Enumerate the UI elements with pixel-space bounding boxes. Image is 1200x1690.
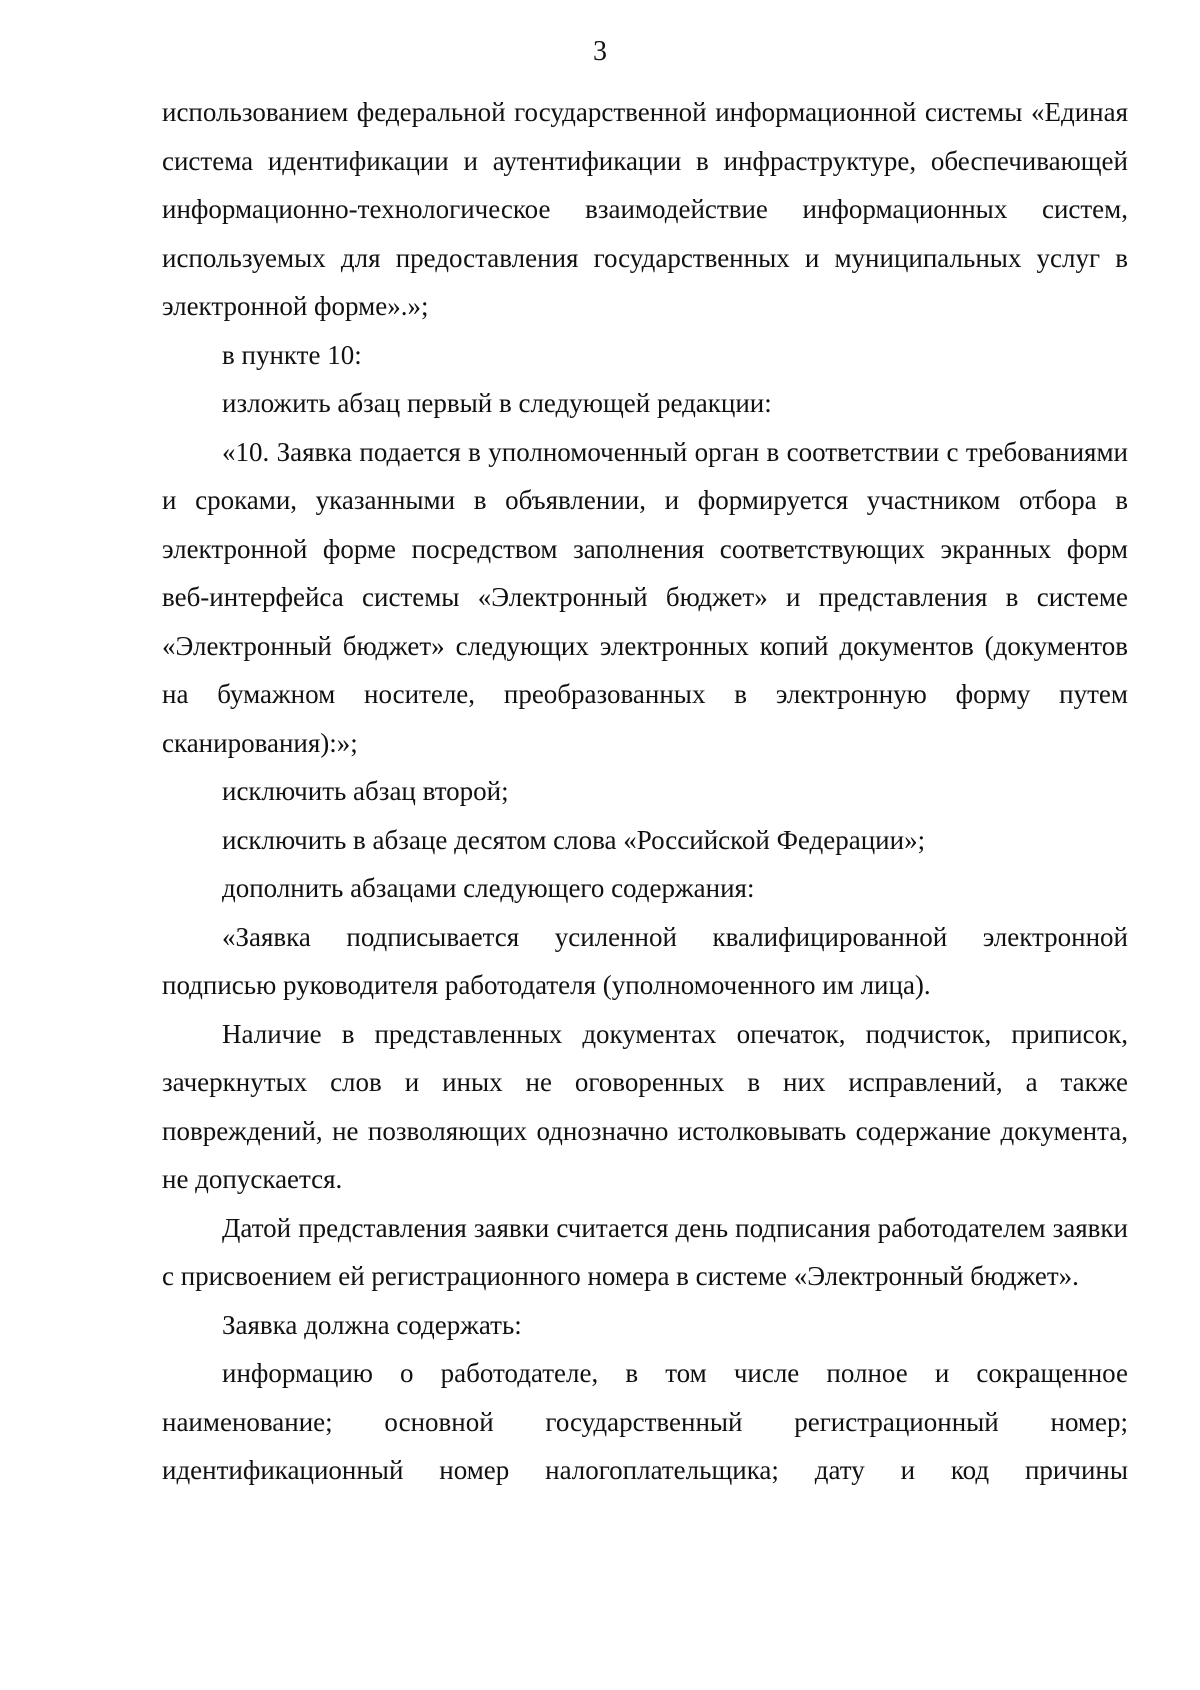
paragraph-submission-date: Датой представления заявки считается день подписания работодателем заявки с присвоением ей регистрационного номера в системе «Электронный бюджет». [162, 1212, 1128, 1291]
paragraph-point-10: в пункте 10: [222, 339, 362, 370]
paragraph-exclude-second: исключить абзац второй; [222, 776, 509, 806]
paragraph-continuation: использованием федеральной государственной информационной системы «Единая система идентификации и аутентификации в инфраструктуре, обеспечивающей информационно-технологическое взаимодействие информационных систем, используемых для предоставления государственных и муниципальных услуг в электронной форме».»; [162, 97, 1128, 321]
paragraph-signature-requirement: «Заявка подписывается усиленной квалифицированной электронной подписью руководителя работодателя (уполномоченного им лица). [162, 921, 1128, 1000]
paragraph-add-abzacs: дополнить абзацами следующего содержания: [222, 873, 755, 903]
paragraph-corrections-not-allowed: Наличие в представленных документах опечаток, подчисток, приписок, зачеркнутых слов и иных не оговоренных в них исправлений, а также повреждений, не позволяющих однозначно истолковывать содержание документа, не допускается. [162, 1018, 1128, 1194]
paragraph-application-contents: Заявка должна содержать: [222, 1309, 522, 1340]
page-number: 3 [593, 36, 607, 67]
paragraph-exclude-words: исключить в абзаце десятом слова «Российской Федерации»; [222, 824, 926, 855]
paragraph-quoted-point-10: «10. Заявка подается в уполномоченный орган в соответствии с требованиями и сроками, указанными в объявлении, и формируется участником отбора в электронной форме посредством заполнения соответствующих экранных форм веб-интерфейса системы «Электронный бюджет» и представления в системе «Электронный бюджет» следующих электронных копий документов (документов на бумажном носителе, преобразованных в электронную форму путем сканирования):»; [162, 436, 1128, 758]
paragraph-employer-info: информацию о работодателе, в том числе полное и сокращенное наименование; основной государственный регистрационный номер; идентификационный номер налогоплательщика; дату и код причины [162, 1358, 1128, 1485]
document-body [162, 88, 1128, 1495]
paragraph-first-abzac-edit: изложить абзац первый в следующей редакции: [222, 388, 772, 418]
